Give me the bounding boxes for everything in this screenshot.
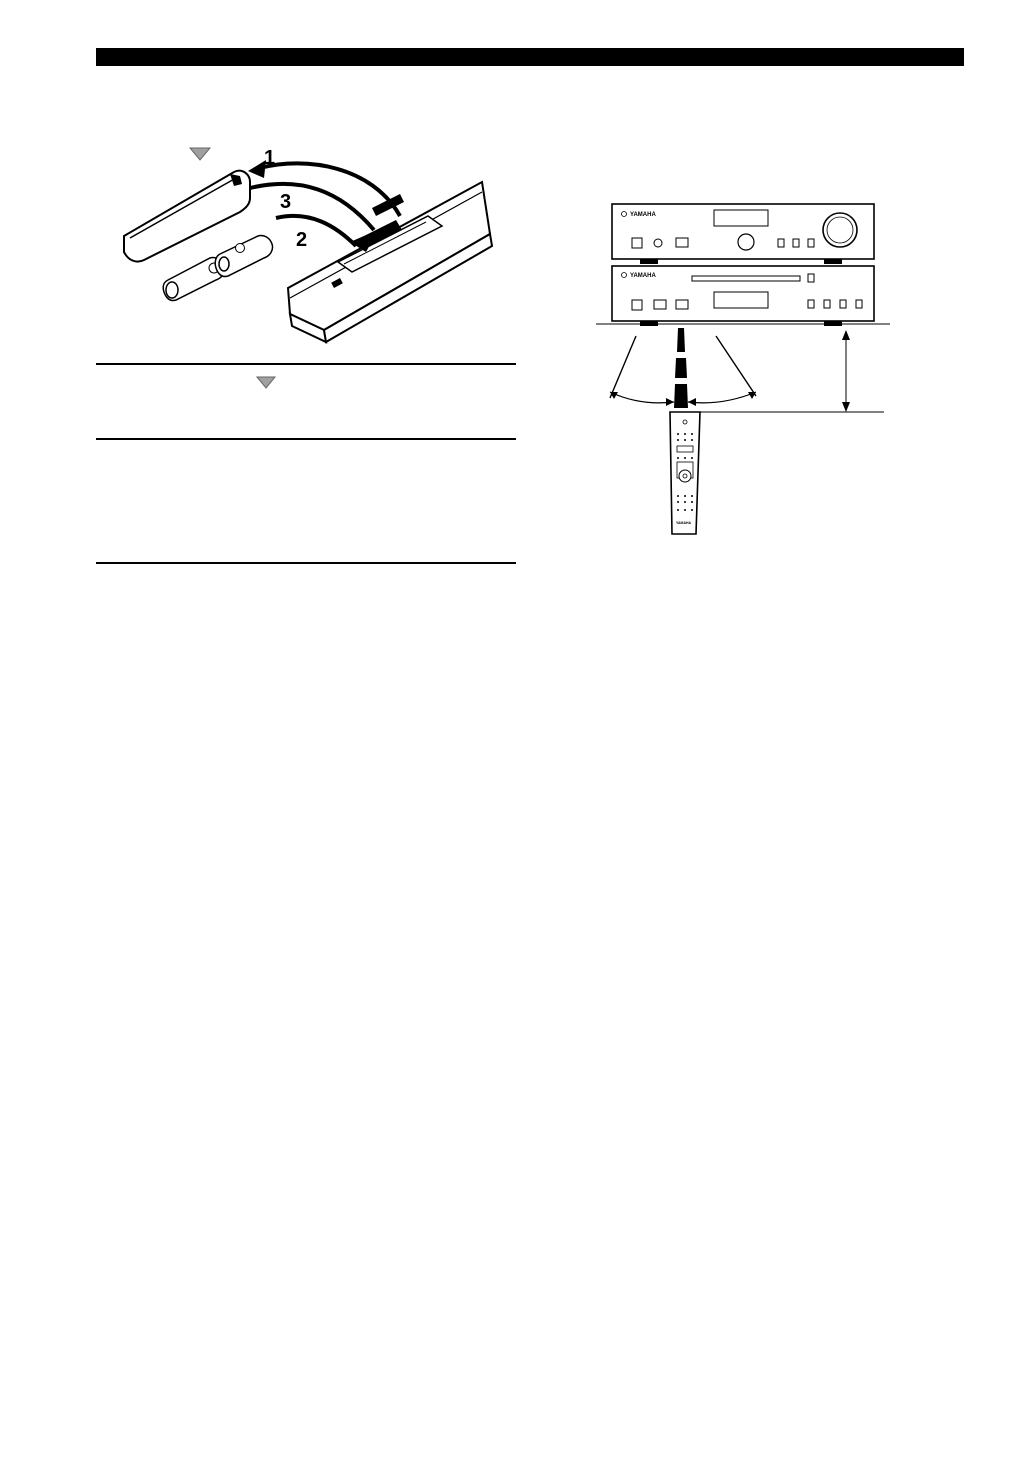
sensor-beam: [674, 328, 688, 408]
section-rule-top: [96, 363, 516, 365]
step-label-3: 3: [280, 191, 292, 213]
section-rule-middle: [96, 438, 516, 440]
battery-2: [215, 235, 272, 276]
step-label-1: 1: [264, 147, 276, 169]
down-triangle-icon: [256, 376, 276, 390]
section-rule-bottom: [96, 562, 516, 564]
step-label-2: 2: [296, 229, 308, 251]
cd-player-unit: [612, 266, 874, 326]
battery-installation-figure: [110, 138, 502, 350]
svg-text:YAMAHA: YAMAHA: [676, 521, 692, 525]
down-triangle-icon: [190, 148, 210, 160]
arrow-step-2: [276, 216, 356, 246]
header-bar: [96, 48, 964, 66]
remote-operating-range-figure: [596, 196, 896, 540]
svg-text:YAMAHA: YAMAHA: [630, 212, 656, 218]
amplifier-unit: [612, 204, 874, 264]
arrow-step-3: [250, 184, 374, 230]
svg-text:YAMAHA: YAMAHA: [630, 273, 656, 279]
remote-control: [670, 412, 700, 534]
